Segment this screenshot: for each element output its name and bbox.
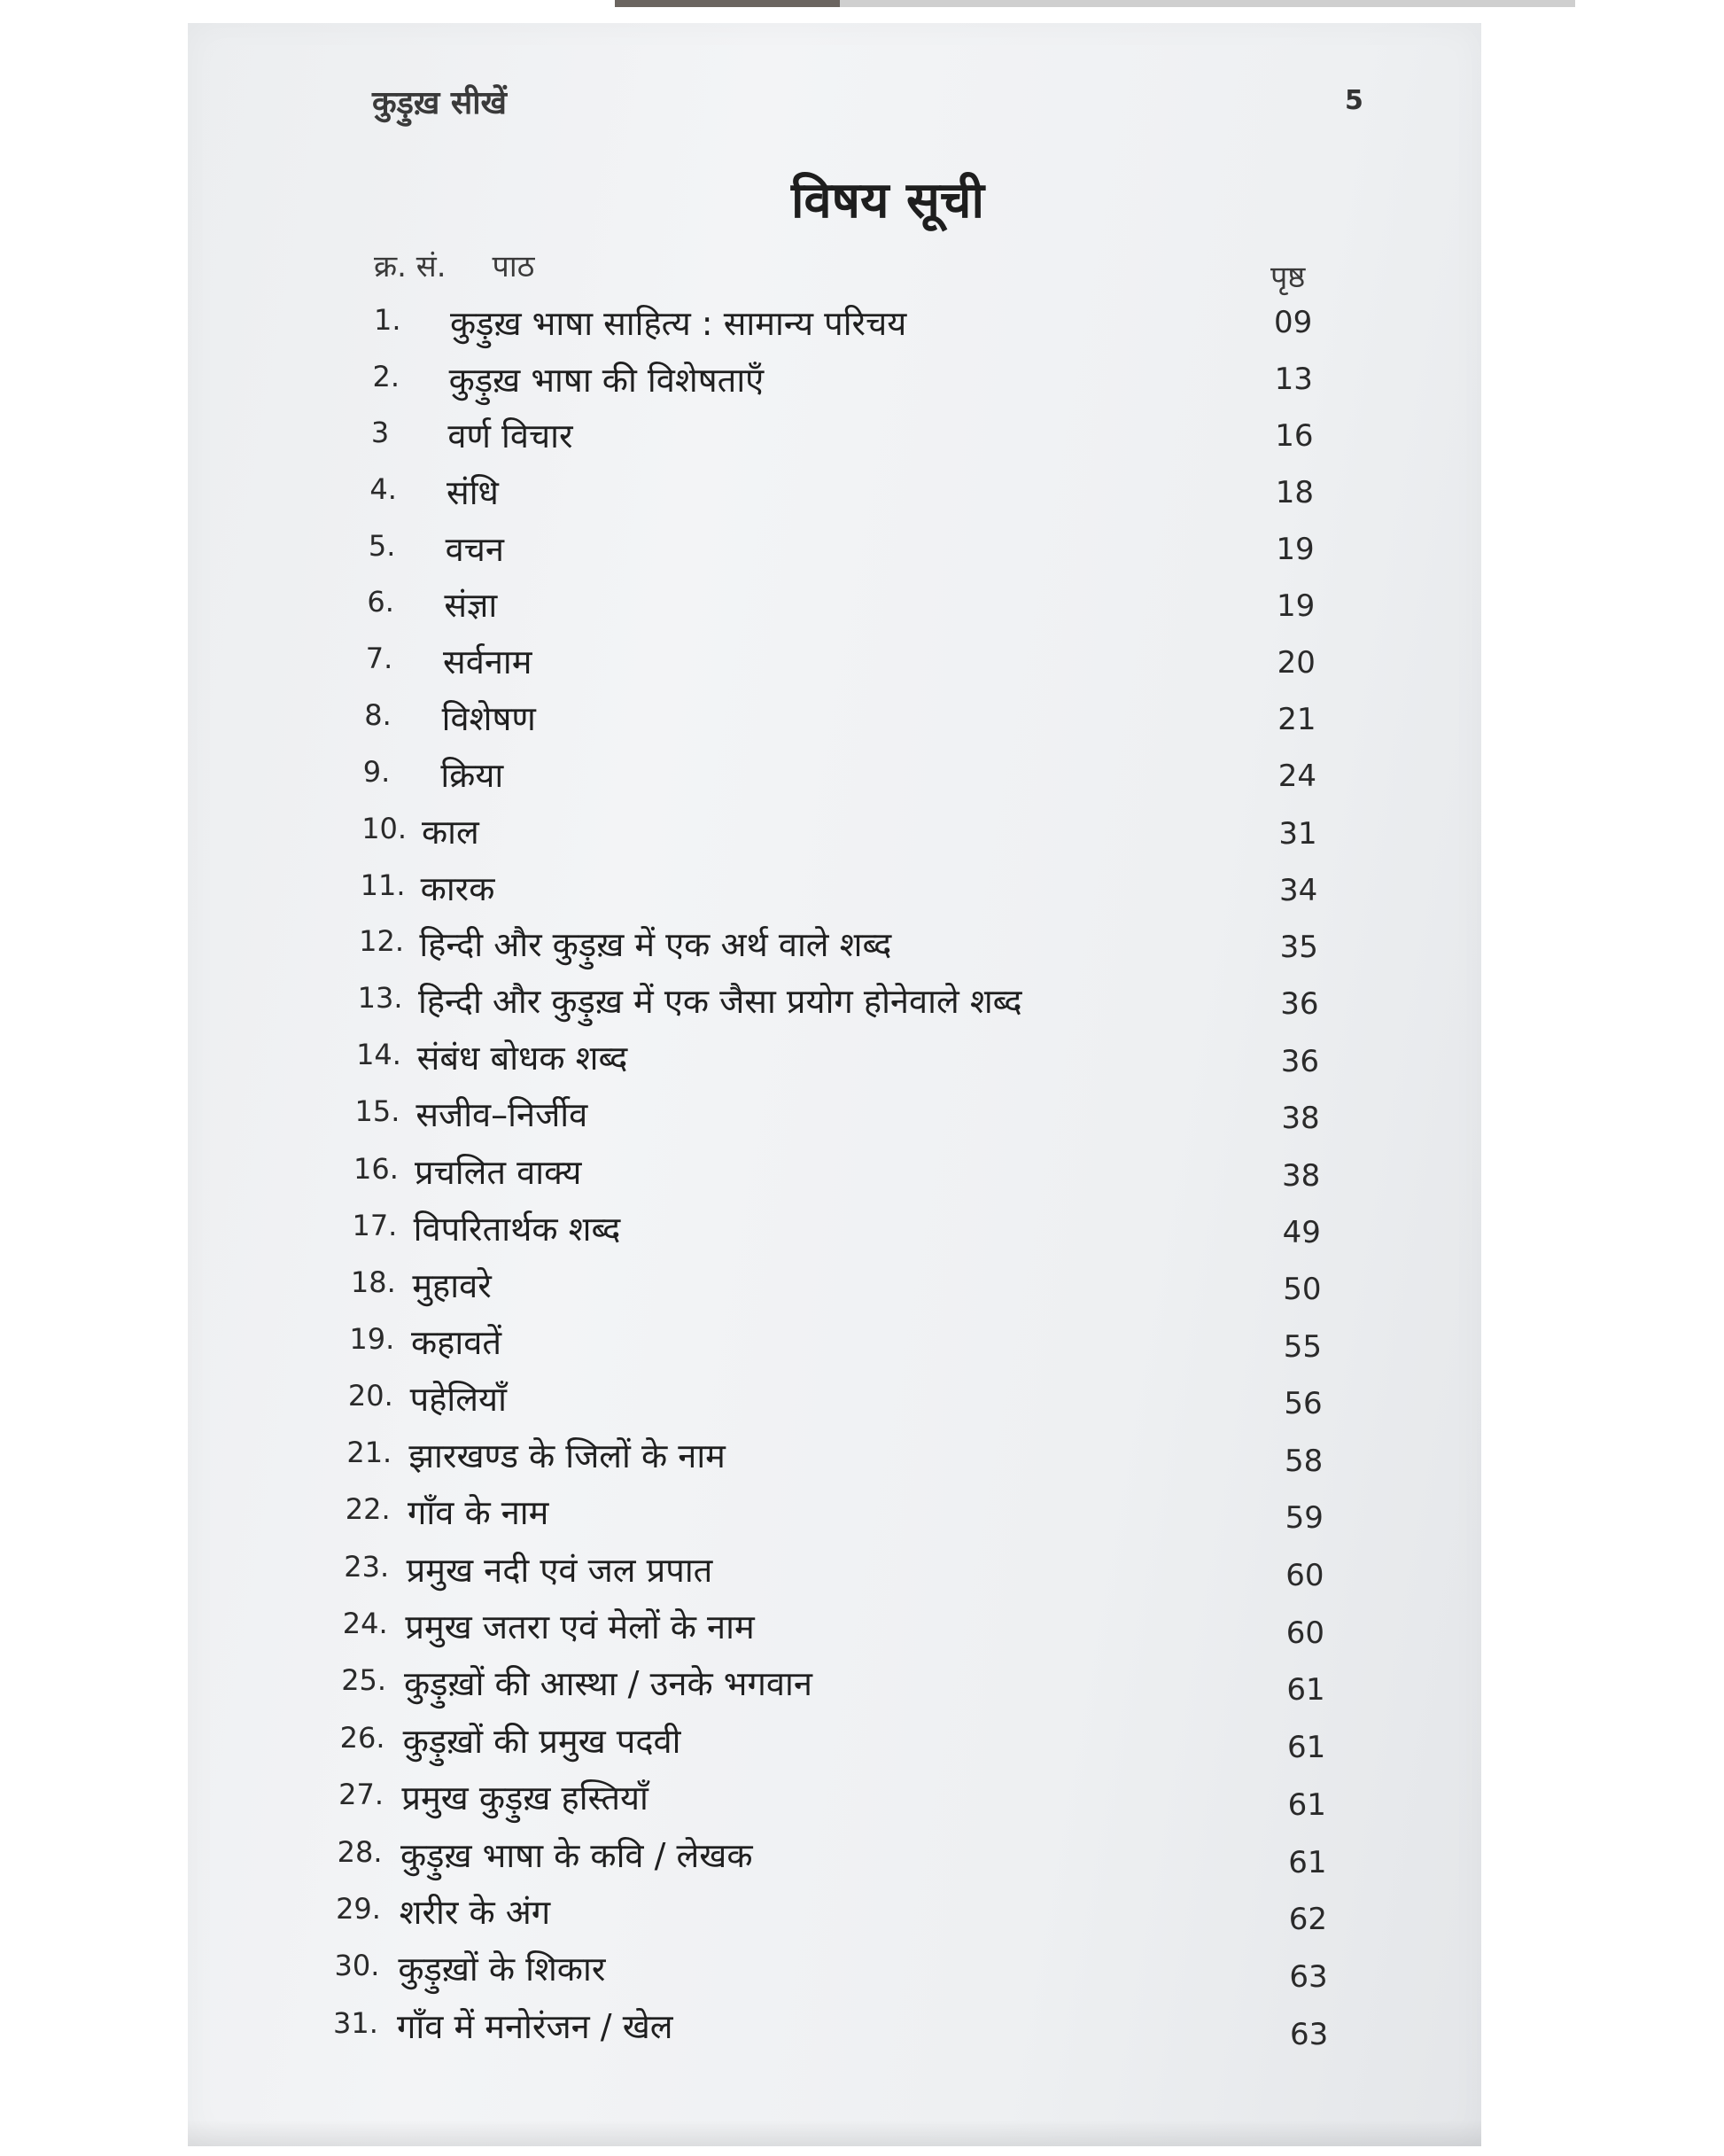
toc-row-title: झारखण्ड के जिलों के नाम xyxy=(408,1436,726,1476)
toc-row-page: 50 xyxy=(1283,1272,1322,1308)
toc-row-title: कारक xyxy=(420,868,495,908)
toc-row-number: 5. xyxy=(368,528,396,563)
toc-row-page: 56 xyxy=(1284,1386,1323,1422)
toc-row-number: 1. xyxy=(374,303,401,337)
toc-row-page: 61 xyxy=(1288,1844,1327,1880)
toc-row-number: 14. xyxy=(356,1038,401,1072)
toc-row-title: शरीर के अंग xyxy=(399,1892,551,1932)
toc-row xyxy=(188,921,1481,965)
toc-row-page: 34 xyxy=(1279,872,1318,908)
column-header-page: पृष्ठ xyxy=(1270,260,1306,295)
toc-row xyxy=(188,1945,1481,1996)
toc-row xyxy=(188,751,1481,796)
toc-row-number: 28. xyxy=(337,1834,383,1869)
toc-row-page: 16 xyxy=(1275,417,1314,454)
toc-row xyxy=(188,1432,1481,1479)
toc-row-number: 4. xyxy=(369,471,397,506)
toc-row-number: 12. xyxy=(359,924,405,959)
toc-row-number: 21. xyxy=(346,1436,392,1470)
toc-row-title: विशेषण xyxy=(441,698,536,738)
toc-row xyxy=(188,1319,1481,1363)
toc-row xyxy=(188,1546,1481,1594)
toc-row-number: 26. xyxy=(339,1720,385,1755)
toc-row xyxy=(188,638,1481,682)
toc-row-page: 63 xyxy=(1290,2017,1329,2052)
toc-row-page: 49 xyxy=(1282,1214,1321,1250)
column-header-serial: क्र. सं. xyxy=(374,249,447,284)
page-bottom-shade xyxy=(188,2120,1481,2146)
toc-row-title: कुड़ुख़ भाषा साहित्य : सामान्य परिचय xyxy=(450,304,907,343)
toc-row-number: 22. xyxy=(345,1492,391,1527)
toc-row xyxy=(188,977,1481,1022)
toc-row-page: 55 xyxy=(1283,1328,1323,1365)
toc-row-page: 18 xyxy=(1275,474,1315,510)
toc-row xyxy=(188,1888,1481,1938)
toc-row-page: 21 xyxy=(1277,702,1316,738)
toc-row xyxy=(188,412,1481,456)
toc-row-number: 27. xyxy=(338,1778,384,1812)
toc-row-title: कुड़ुख़ों की प्रमुख पदवी xyxy=(402,1721,681,1761)
toc-row-title: कुड़ुख़ भाषा की विशेषताएँ xyxy=(448,360,765,400)
toc-row-number: 13. xyxy=(357,981,403,1016)
toc-row-page: 36 xyxy=(1280,1043,1320,1079)
background-strip xyxy=(615,0,1575,7)
toc-row-title: कुड़ुख़ों की आस्था / उनके भगवान xyxy=(404,1664,812,1704)
toc-row-page: 38 xyxy=(1281,1101,1320,1137)
toc-row xyxy=(188,469,1481,513)
toc-row-number: 18. xyxy=(350,1265,396,1299)
toc-row xyxy=(188,1660,1481,1708)
toc-row-title: वचन xyxy=(445,529,505,569)
toc-row-page: 31 xyxy=(1278,815,1317,852)
toc-row-number: 8. xyxy=(364,697,392,732)
toc-row-title: गाँव के नाम xyxy=(408,1493,549,1533)
toc-row-page: 61 xyxy=(1287,1730,1326,1766)
toc-row xyxy=(188,525,1481,570)
toc-row-title: मुहावरे xyxy=(412,1265,492,1305)
toc-row-page: 38 xyxy=(1282,1157,1321,1194)
toc-row-title: काल xyxy=(422,812,479,852)
background-strip-dark xyxy=(615,0,840,7)
toc-row-number: 9. xyxy=(362,754,391,789)
toc-row-page: 19 xyxy=(1277,588,1316,625)
toc-row-title: पहेलियाँ xyxy=(409,1380,507,1419)
toc-row-number: 24. xyxy=(342,1607,388,1641)
toc-row-page: 19 xyxy=(1276,531,1315,567)
toc-row xyxy=(188,1774,1481,1823)
toc-row-page: 60 xyxy=(1285,1615,1325,1651)
toc-row-number: 2. xyxy=(372,359,400,393)
toc-row-number: 10. xyxy=(361,811,408,845)
toc-row xyxy=(188,865,1481,909)
toc-row-page: 59 xyxy=(1285,1500,1324,1537)
toc-row xyxy=(188,300,1481,344)
table-of-contents xyxy=(188,23,1481,2146)
toc-row-number: 30. xyxy=(334,1949,380,1983)
toc-row-title: संबंध बोधक शब्द xyxy=(416,1039,628,1078)
toc-row-title: कहावतें xyxy=(411,1322,501,1362)
running-head: कुड़ुख़ सीखें xyxy=(372,85,507,121)
toc-row-title: प्रमुख कुड़ुख़ हस्तियाँ xyxy=(401,1779,648,1818)
toc-row-number: 17. xyxy=(352,1208,398,1242)
page-title: विषय सूची xyxy=(791,172,984,230)
toc-row-number: 20. xyxy=(347,1379,393,1413)
toc-row-page: 61 xyxy=(1287,1786,1326,1823)
toc-row xyxy=(188,1148,1481,1193)
toc-row-page: 20 xyxy=(1277,645,1316,681)
toc-row xyxy=(188,1034,1481,1078)
toc-row-title: हिन्दी और कुड़ुख़ में एक जैसा प्रयोग होनेवाले शब्द xyxy=(418,982,1022,1022)
toc-row-title: कुड़ुख़ भाषा के कवि / लेखक xyxy=(400,1835,753,1875)
toc-row-number: 7. xyxy=(365,642,393,676)
toc-row-title: सर्वनाम xyxy=(443,642,532,682)
toc-row-number: 23. xyxy=(344,1549,390,1584)
toc-row-number: 19. xyxy=(349,1321,395,1356)
toc-row xyxy=(188,581,1481,626)
toc-row-title: संज्ञा xyxy=(444,586,498,626)
toc-row xyxy=(188,1717,1481,1766)
toc-row xyxy=(188,1262,1481,1306)
toc-row-number: 31. xyxy=(333,2006,378,2040)
toc-row-title: क्रिया xyxy=(440,755,504,795)
toc-row xyxy=(188,356,1481,401)
toc-row-page: 35 xyxy=(1279,930,1318,966)
toc-row-number: 29. xyxy=(336,1891,381,1926)
toc-row-page: 09 xyxy=(1274,305,1313,340)
toc-row-title: प्रमुख नदी एवं जल प्रपात xyxy=(406,1550,713,1590)
toc-row xyxy=(188,1603,1481,1651)
toc-row-page: 58 xyxy=(1285,1443,1324,1479)
column-header-lesson: पाठ xyxy=(492,249,535,284)
toc-row-page: 62 xyxy=(1288,1902,1328,1938)
toc-row-page: 61 xyxy=(1286,1672,1325,1708)
toc-row xyxy=(188,1091,1481,1135)
toc-row-number: 25. xyxy=(341,1663,387,1698)
toc-row-number: 11. xyxy=(360,868,406,902)
toc-row xyxy=(188,695,1481,739)
toc-row-title: वर्ण विचार xyxy=(447,416,573,456)
book-page xyxy=(188,23,1481,2146)
toc-row xyxy=(188,1375,1481,1420)
toc-row-number: 15. xyxy=(354,1094,400,1129)
toc-row-title: सजीव–निर्जीव xyxy=(415,1095,588,1135)
toc-row-number: 6. xyxy=(367,585,394,619)
toc-row xyxy=(188,1205,1481,1249)
toc-row-page: 13 xyxy=(1274,361,1313,397)
page-number: 5 xyxy=(1345,85,1363,116)
toc-row xyxy=(188,1832,1481,1880)
toc-row-number: 3 xyxy=(370,416,390,450)
toc-row xyxy=(188,2003,1481,2052)
toc-row-page: 24 xyxy=(1277,759,1317,795)
toc-row-title: प्रचलित वाक्य xyxy=(415,1152,582,1192)
toc-row-title: गाँव में मनोरंजन / खेल xyxy=(397,2007,673,2046)
toc-row-title: प्रमुख जतरा एवं मेलों के नाम xyxy=(405,1607,755,1647)
toc-row-page: 36 xyxy=(1280,986,1319,1023)
toc-row-page: 60 xyxy=(1285,1558,1324,1594)
toc-row-number: 16. xyxy=(353,1151,399,1186)
toc-row xyxy=(188,808,1481,852)
toc-row-title: हिन्दी और कुड़ुख़ में एक अर्थ वाले शब्द xyxy=(419,925,892,965)
toc-row-title: कुड़ुख़ों के शिकार xyxy=(398,1950,606,1989)
toc-row-title: विपरितार्थक शब्द xyxy=(413,1209,621,1249)
toc-row-title: संधि xyxy=(447,472,499,512)
toc-row xyxy=(188,1489,1481,1537)
toc-row-page: 63 xyxy=(1289,1959,1328,1996)
